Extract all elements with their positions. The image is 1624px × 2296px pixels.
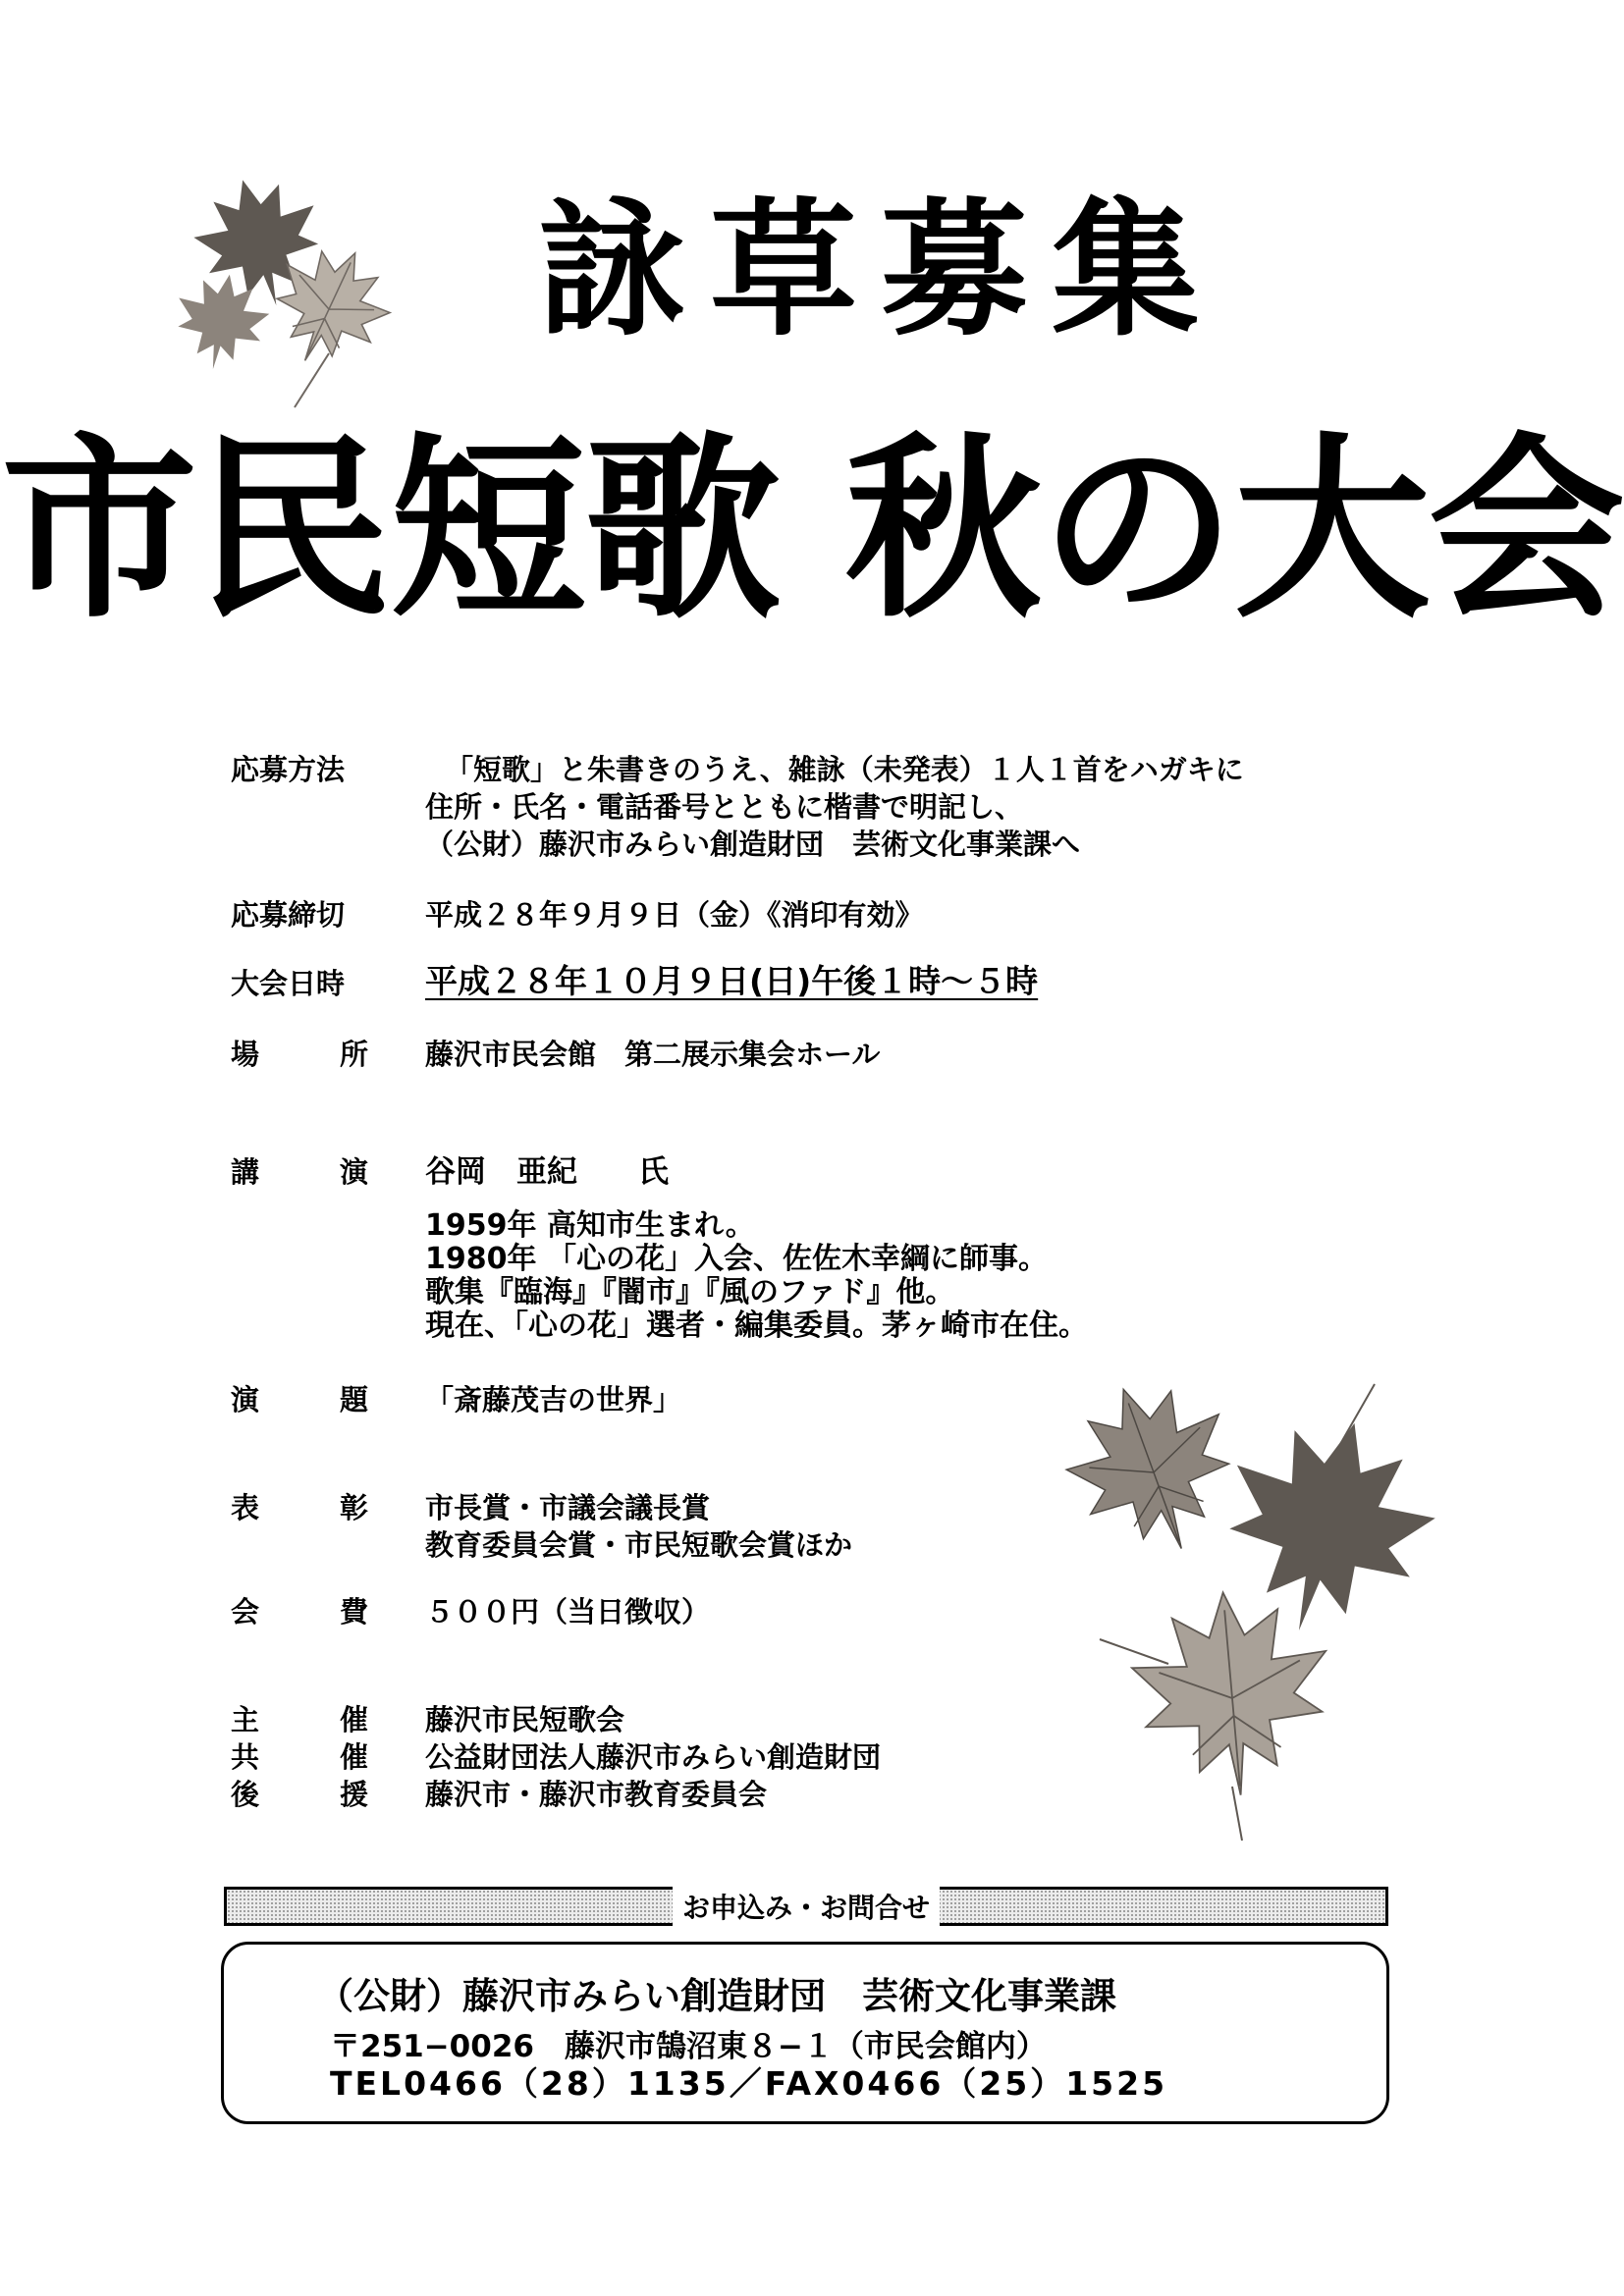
detail-value: 公益財団法人藤沢市みらい創造財団 <box>425 1740 882 1774</box>
detail-label: 場 所 <box>231 1038 368 1071</box>
subtitle: 詠草募集 <box>538 184 1222 356</box>
detail-label: 主 催 <box>231 1703 368 1736</box>
detail-value: 「短歌」と朱書きのうえ、雑詠（未発表）１人１首をハガキに 住所・氏名・電話番号とともに楷書で明記し、 （公財）藤沢市みらい創造財団 芸術文化事業課へ <box>425 753 1244 861</box>
page-title: 市民短歌 秋の大会 <box>1 414 1623 645</box>
detail-value: 藤沢市民会館 第二展示集会ホール <box>425 1038 881 1071</box>
detail-label: 表 彰 <box>231 1491 368 1524</box>
detail-label: 後 援 <box>231 1778 368 1811</box>
contact-header-label: お申込み・お問合せ <box>673 1887 940 1926</box>
lecture-bio: 1959年 高知市生まれ。 1980年 「心の花」入会、佐佐木幸綱に師事。 歌集『臨海』『闇市』『風のファド』他。 現在、「心の花」選者・編集委員。茅ヶ崎市在住。 <box>425 1208 1088 1343</box>
detail-value: 市長賞・市議会議長賞 教育委員会賞・市民短歌会賞ほか <box>425 1491 853 1562</box>
detail-label: 共 催 <box>231 1740 368 1774</box>
detail-label: 応 募 方 法 <box>231 753 346 786</box>
detail-label: 会 費 <box>231 1595 368 1629</box>
maple-leaf-icon <box>1048 1374 1258 1576</box>
detail-value: 平成２８年９月９日（金）《消印有効》 <box>425 898 924 932</box>
contact-header <box>224 1887 1388 1926</box>
detail-value: 「斎藤茂吉の世界」 <box>425 1383 682 1416</box>
maple-leaves-right <box>1041 1374 1453 1845</box>
detail-label: 応 募 締 切 <box>231 898 346 932</box>
detail-value: 藤沢市民短歌会 <box>425 1703 625 1736</box>
contact-address: 〒251−0026 藤沢市鵠沼東８−１（市民会館内） <box>330 2029 1047 2064</box>
contact-organization: （公財）藤沢市みらい創造財団 芸術文化事業課 <box>317 1975 1116 2017</box>
detail-value: ５００円（当日徴収） <box>425 1595 711 1629</box>
detail-value: 平成２８年１０月９日(日)午後１時～５時 <box>425 962 1039 1000</box>
detail-label: 講 演 <box>231 1155 368 1189</box>
lecture-speaker: 谷岡 亜紀 氏 <box>425 1154 669 1190</box>
maple-leaf-icon <box>1200 1397 1453 1657</box>
maple-leaf-icon <box>1126 1584 1337 1803</box>
contact-phone-fax: TEL0466（28）1135／FAX0466（25）1525 <box>330 2064 1168 2103</box>
contact-box <box>221 1942 1389 2124</box>
detail-value: 藤沢市・藤沢市教育委員会 <box>425 1778 768 1811</box>
detail-label: 大 会 日 時 <box>231 967 346 1000</box>
detail-label: 演 題 <box>231 1383 368 1416</box>
